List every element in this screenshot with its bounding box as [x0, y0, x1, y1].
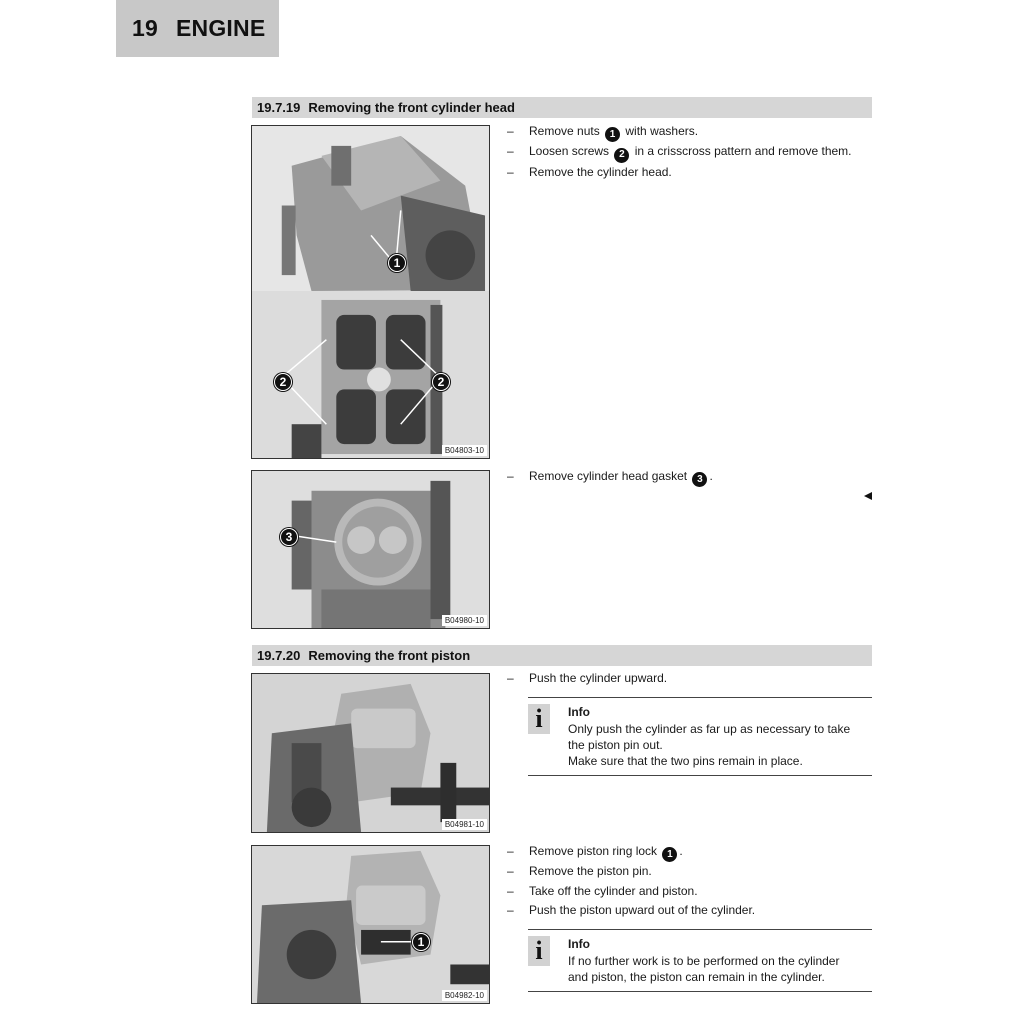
figure-cylinder-upward	[251, 673, 490, 833]
chapter-header	[116, 0, 279, 57]
callout-nuts: 1	[388, 254, 406, 272]
info-icon: i	[528, 936, 550, 966]
step-text: with washers.	[625, 124, 699, 138]
steps-cylinder-head	[507, 122, 872, 182]
info-box-cylinder	[528, 697, 872, 776]
section-heading-piston	[252, 645, 872, 666]
step-dash: –	[507, 883, 514, 898]
inline-callout: 3	[692, 472, 707, 487]
step-text: Remove piston ring lock	[529, 844, 658, 858]
step-text: .	[679, 844, 683, 858]
step-dash: –	[507, 144, 514, 159]
figure-code: B04981-10	[442, 819, 487, 830]
inline-callout: 2	[614, 148, 629, 163]
step-text: Push the piston upward out of the cylinder.	[529, 903, 756, 918]
step-item	[507, 163, 872, 183]
info-title: Info	[568, 705, 590, 719]
step-text: Loosen screws	[529, 144, 610, 159]
figure-piston-ring-lock	[251, 845, 490, 1004]
step-dash: –	[507, 469, 514, 483]
figure-code: B04803-10	[442, 445, 487, 456]
info-line: Make sure that the two pins remain in place.	[568, 754, 803, 768]
info-line: the piston pin out.	[568, 738, 663, 752]
step-dash: –	[507, 864, 514, 879]
callout-screws-right: 2	[432, 373, 450, 391]
section-title: Removing the front piston	[308, 648, 471, 663]
step-text: Remove the cylinder head.	[529, 164, 672, 179]
step-dash: –	[507, 671, 514, 685]
info-icon: i	[528, 704, 550, 734]
info-title: Info	[568, 937, 590, 951]
step-text: Remove cylinder head gasket	[529, 469, 688, 483]
section-heading-cylinder-head	[252, 97, 872, 118]
info-line: If no further work is to be performed on the cylinder	[568, 954, 840, 968]
callout-ring-lock: 1	[412, 933, 430, 951]
step-text: Take off the cylinder and piston.	[529, 883, 698, 898]
chapter-title: ENGINE	[175, 15, 266, 41]
figure-head-gasket	[251, 470, 490, 629]
figure-code: B04980-10	[442, 615, 487, 626]
figure-code: B04982-10	[442, 990, 487, 1001]
step-item	[507, 142, 872, 162]
callout-gasket: 3	[280, 528, 298, 546]
section-title: Removing the front cylinder head	[308, 100, 515, 115]
step-item	[507, 842, 872, 862]
step-item	[507, 467, 872, 487]
step-text: Remove the piston pin.	[529, 864, 652, 879]
section-number: 19.7.20	[257, 648, 301, 663]
engine-photo-illustration	[252, 126, 489, 458]
step-text: in a crisscross pattern and remove them.	[634, 144, 852, 159]
figure-cylinder-head	[251, 125, 490, 459]
step-item	[507, 862, 872, 882]
step-text: Push the cylinder upward.	[529, 671, 668, 685]
gasket-photo-illustration	[252, 471, 489, 628]
callout-screws-left: 2	[274, 373, 292, 391]
step-text: Remove nuts	[529, 124, 600, 138]
step-dash: –	[507, 164, 514, 179]
chapter-number: 19	[132, 15, 158, 41]
steps-push-cylinder	[507, 669, 872, 689]
section-number: 19.7.19	[257, 100, 301, 115]
step-dash: –	[507, 844, 514, 858]
section-end-marker	[864, 492, 872, 500]
step-item	[507, 669, 872, 689]
inline-callout: 1	[605, 127, 620, 142]
step-item	[507, 122, 872, 142]
info-line: Only push the cylinder as far up as necessary to take	[568, 722, 851, 736]
step-text: .	[709, 469, 713, 483]
steps-piston	[507, 842, 872, 921]
step-dash: –	[507, 124, 514, 138]
step-dash: –	[507, 903, 514, 918]
steps-gasket	[507, 467, 872, 487]
piston-photo-illustration	[252, 846, 489, 1003]
cylinder-photo-illustration	[252, 674, 489, 832]
inline-callout: 1	[662, 847, 677, 862]
info-line: and piston, the piston can remain in the cylinder.	[568, 970, 825, 984]
step-item	[507, 882, 872, 902]
step-item	[507, 901, 872, 921]
info-box-piston	[528, 929, 872, 992]
